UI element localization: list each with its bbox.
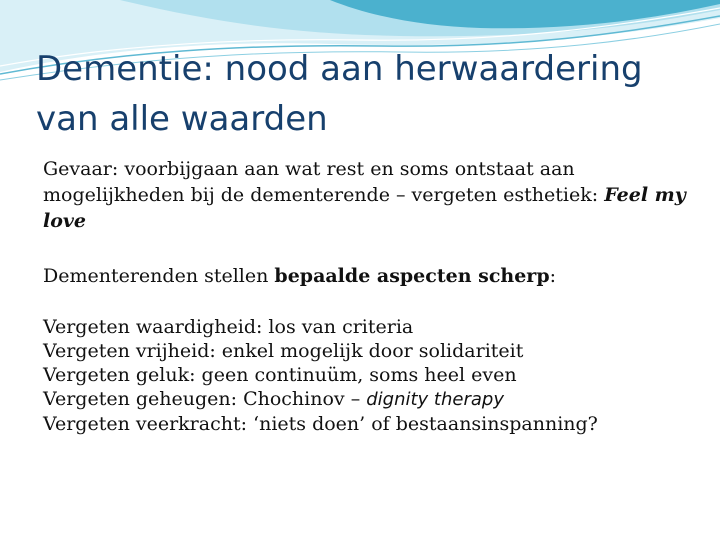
feel-my-love-emphasis: Feel my love [43,184,686,232]
paragraph-danger [43,156,693,234]
list-item: Vergeten veerkracht: ‘niets doen’ of bestaansinspanning? [43,413,598,435]
forgotten-values-list [43,315,693,436]
paragraph-aspects-prefix: Dementerenden stellen [43,265,275,287]
paragraph-aspects-suffix: : [549,265,557,287]
paragraph-aspects [43,263,693,289]
slide-body [43,156,693,436]
paragraph-danger-text: Gevaar: voorbijgaan aan wat rest en soms ontstaat aan mogelijkheden bij de dementerende – vergeten esthetiek: [43,158,605,206]
list-item [43,387,693,412]
dignity-therapy-emphasis: dignity therapy [366,389,504,410]
list-item: Vergeten vrijheid: enkel mogelijk door solidariteit [43,340,524,362]
list-item: Vergeten waardigheid: los van criteria [43,316,414,338]
slide-title: Dementie: nood aan herwaardering van alle waarden [36,49,643,139]
aspects-emphasis: bepaalde aspecten scherp [274,265,550,287]
list-item: Vergeten geluk: geen continuüm, soms heel even [43,364,517,386]
list-item-text: Vergeten geheugen: Chochinov – [43,388,367,410]
